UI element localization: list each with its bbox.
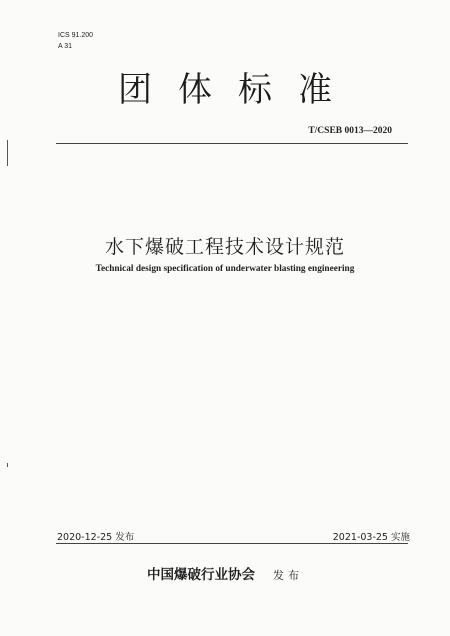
document-title-english: Technical design specification of underwater blasting engineering <box>95 264 355 274</box>
document-title-chinese: 水下爆破工程技术设计规范 <box>104 236 345 258</box>
header-divider <box>56 143 408 144</box>
publisher-suffix: 发布 <box>273 569 303 582</box>
scan-margin-mark <box>7 140 8 166</box>
ccs-code: A 31 <box>58 43 73 50</box>
issue-date: 2020-12-25 发布 <box>57 532 135 543</box>
implementation-date: 2021-03-25 实施 <box>332 532 410 543</box>
standard-number: T/CSEB 0013—2020 <box>308 126 392 136</box>
classification-codes <box>58 30 93 52</box>
scan-margin-mark <box>7 463 8 467</box>
standard-category-title: 团体标准 <box>118 70 358 110</box>
ics-code: ICS 91.200 <box>58 32 94 39</box>
footer-divider <box>56 543 408 544</box>
publisher-name: 中国爆破行业协会 <box>147 567 255 583</box>
publisher-line <box>0 563 450 583</box>
